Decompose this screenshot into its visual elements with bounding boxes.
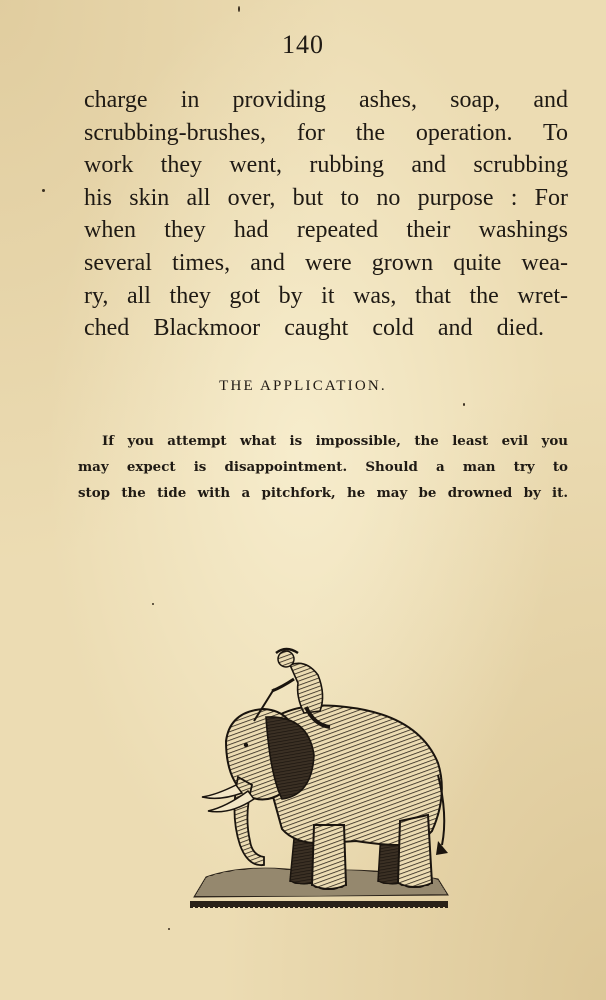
section-heading: THE APPLICATION.: [219, 378, 387, 394]
elephant-leg: [312, 825, 346, 889]
paper-speck: [238, 6, 240, 12]
paper-speck: [152, 603, 154, 605]
body-text: [84, 84, 568, 345]
elephant-leg: [398, 815, 432, 887]
rider-head: [278, 651, 294, 667]
body-line: his skin all over, but to no purpose : For: [84, 184, 568, 211]
body-line: work they went, rubbing and scrubbing: [84, 152, 568, 179]
application-line: may expect is disappointment. Should a man try to: [78, 459, 568, 475]
paper-speck: [42, 189, 45, 192]
body-line: ry, all they got by it was, that the wret-: [84, 282, 568, 309]
rider-arm: [272, 679, 294, 691]
application-line: If you attempt what is impossible, the least evil you: [102, 433, 568, 449]
elephant-eye: [244, 743, 248, 747]
paper-speck: [463, 403, 465, 406]
page-number: 140: [282, 30, 324, 59]
rider-body: [290, 663, 323, 713]
application-line: stop the tide with a pitchfork, he may be drowned by it.: [78, 485, 568, 501]
paper-speck: [168, 928, 170, 930]
body-line: charge in providing ashes, soap, and: [84, 87, 568, 113]
body-line: several times, and were grown quite wea-: [84, 249, 568, 276]
body-line: when they had repeated their washings: [84, 217, 568, 244]
application-text: [78, 428, 568, 506]
elephant-woodcut-illustration: [186, 645, 454, 915]
body-line: ched Blackmoor caught cold and died.: [84, 315, 544, 342]
base-line: [190, 901, 448, 907]
body-line: scrubbing-brushes, for the operation. To: [84, 119, 568, 146]
